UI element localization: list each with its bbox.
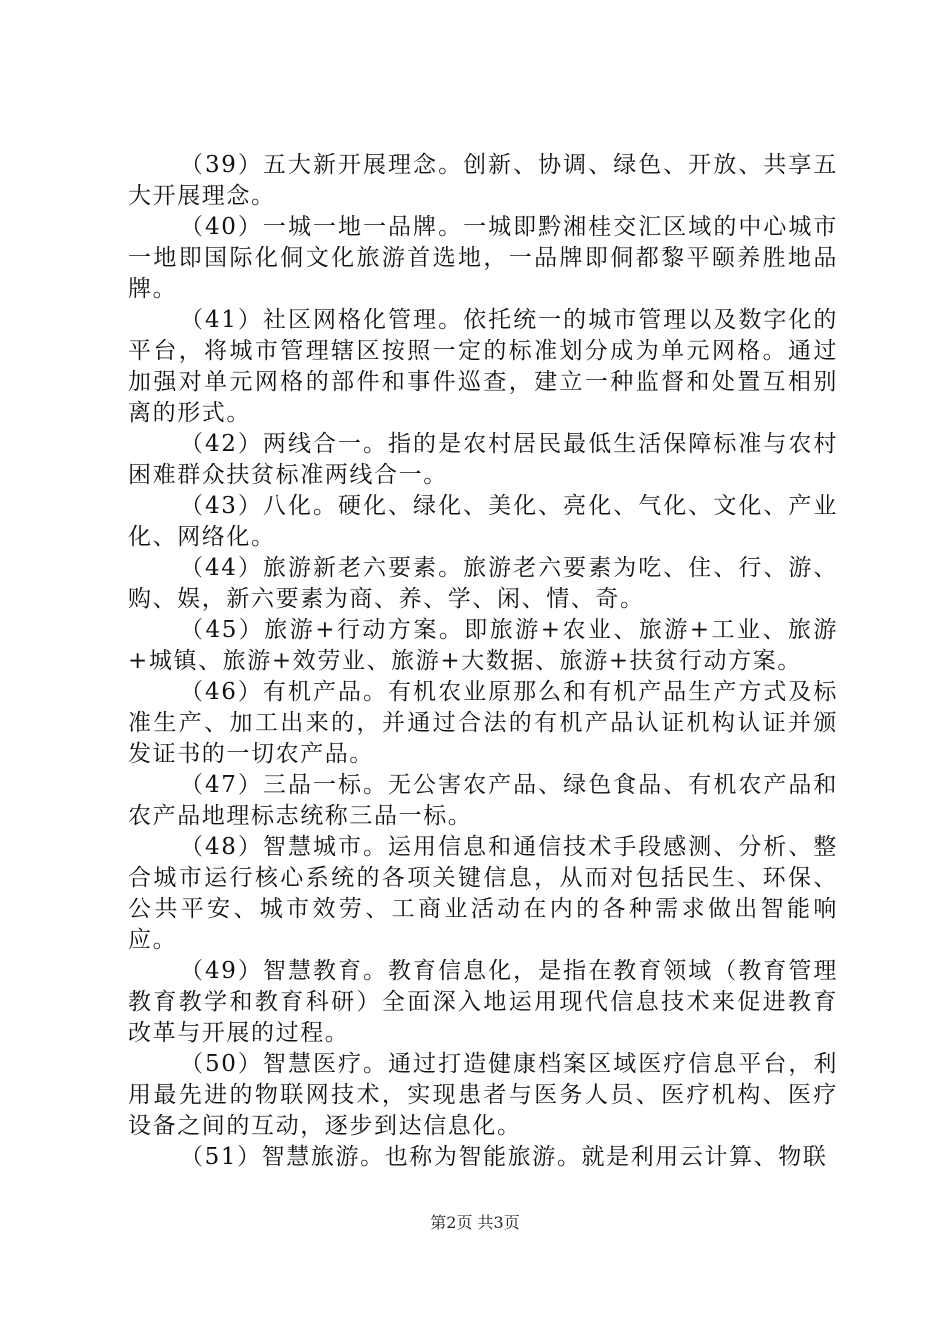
- paragraph-50: （50）智慧医疗。通过打造健康档案区域医疗信息平台，利用最先进的物联网技术，实现患者与医务人员、医疗机构、医疗设备之间的互动，逐步到达信息化。: [128, 1051, 838, 1139]
- document-body: [128, 150, 838, 1173]
- paragraph-42: （42）两线合一。指的是农村居民最低生活保障标准与农村困难群众扶贫标准两线合一。: [128, 431, 838, 488]
- paragraph-48: （48）智慧城市。运用信息和通信技术手段感测、分析、整合城市运行核心系统的各项关键信息，从而对包括民生、环保、公共平安、城市效劳、工商业活动在内的各种需求做出智能响应。: [128, 834, 838, 953]
- page-footer: 第2页 共3页: [430, 1213, 520, 1232]
- paragraph-46: （46）有机产品。有机农业原那么和有机产品生产方式及标准生产、加工出来的，并通过合法的有机产品认证机构认证并颁发证书的一切农产品。: [128, 679, 838, 767]
- paragraph-51: （51）智慧旅游。也称为智能旅游。就是利用云计算、物联: [180, 1144, 828, 1170]
- paragraph-44: （44）旅游新老六要素。旅游老六要素为吃、住、行、游、购、娱，新六要素为商、养、学、闲、情、奇。: [128, 555, 838, 612]
- paragraph-43: （43）八化。硬化、绿化、美化、亮化、气化、文化、产业化、网络化。: [128, 493, 838, 550]
- paragraph-41: （41）社区网格化管理。依托统一的城市管理以及数字化的平台，将城市管理辖区按照一定的标准划分成为单元网格。通过加强对单元网格的部件和事件巡查，建立一种监督和处置互相别离的形式。: [128, 307, 838, 426]
- paragraph-39: （39）五大新开展理念。创新、协调、绿色、开放、共享五大开展理念。: [128, 152, 838, 209]
- paragraph-49: （49）智慧教育。教育信息化，是指在教育领域（教育管理教育教学和教育科研）全面深入地运用现代信息技术来促进教育改革与开展的过程。: [128, 958, 838, 1046]
- paragraph-45: （45）旅游+行动方案。即旅游+农业、旅游+工业、旅游+城镇、旅游+效劳业、旅游+大数据、旅游+扶贫行动方案。: [128, 617, 838, 674]
- paragraph-47: （47）三品一标。无公害农产品、绿色食品、有机农产品和农产品地理标志统称三品一标。: [128, 772, 838, 829]
- paragraph-40: （40）一城一地一品牌。一城即黔湘桂交汇区域的中心城市一地即国际化侗文化旅游首选地，一品牌即侗都黎平颐养胜地品牌。: [128, 214, 838, 302]
